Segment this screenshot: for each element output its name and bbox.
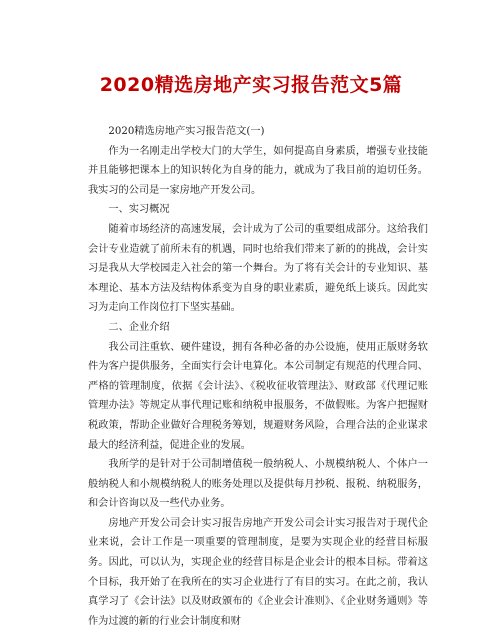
subtitle-paragraph: 2020精选房地产实习报告范文(一): [108, 126, 265, 137]
document-title: 2020精选房地产实习报告范文5篇: [99, 74, 403, 96]
section-heading-company: 二、企业介绍: [108, 321, 170, 333]
company-paragraph-2: 我所学的是针对于公司制增值税一般纳税人、小规模纳税人、个体户一般纳税人和小规模纳税人的账务处理以及提供每月抄税、报税、纳税服务，和会计咨询以及一些代办业务。: [88, 459, 428, 510]
intro-paragraph: 作为一名刚走出学校大门的大学生，如何提高自身素质，增强专业技能并且能够把课本上的知识转化为自身的能力，就成为了我目前的迫切任务。我实习的公司是一家房地产开发公司。: [88, 145, 428, 196]
overview-paragraph: 随着市场经济的高速发展，会计成为了公司的重要组成部分。这给我们会计专业造就了前所未有的机遇，同时也给我们带来了新的的挑战，会计实习是我从大学校园走入社会的第一个舞台。为了将有关会计的专业知识、基本理论、基本方法及结构体系变为自身的职业素质，避免纸上谈兵。因此实习为走向工作岗位打下坚实基础。: [88, 223, 428, 314]
company-paragraph-3: 房地产开发公司会计实习报告房地产开发公司会计实习报告对于现代企业来说，会计工作是一项重要的管理制度，是要为实现企业的经营目标服务。因此，可以认为，实现企业的经营目标是企业会计的根本目标。带着这个目标，我开始了在我所在的实习企业进行了有目的实习。在此之前，我认真学习了《会计法》以及财政颁布的《企业会计准则》、《企业财务通则》等作为过渡的新的行业会计制度和财: [88, 517, 428, 627]
document-body: [88, 122, 428, 631]
company-paragraph-1: 我公司注重软、硬件建设，拥有各种必备的办公设施，使用正版财务软件为客户提供服务，全面实行会计电算化。本公司制定有规范的代理合同、严格的管理制度，依据《会计法》、《税收征收管理法》、财政部《代理记账管理办法》等规定从事代理记账和纳税申报服务，不做假账。为客户把握财税政策，帮助企业做好合理税务筹划，规避财务风险，合理合法的企业谋求最大的经济利益，促进企业的发展。: [88, 341, 428, 451]
section-heading-overview: 一、实习概况: [108, 204, 170, 216]
